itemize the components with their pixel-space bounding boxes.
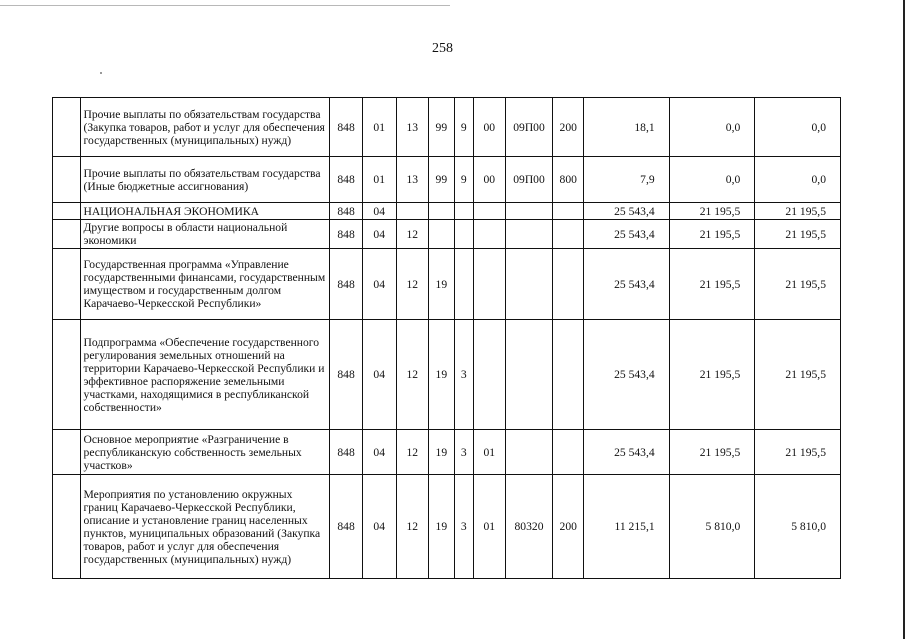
amount-1: 25 543,4 xyxy=(584,320,670,430)
code-pr: 12 xyxy=(396,249,429,320)
code-pr xyxy=(396,203,429,220)
code-direction xyxy=(505,203,553,220)
code-program: 99 xyxy=(429,157,454,203)
code-ved: 848 xyxy=(330,157,363,203)
amount-1: 25 543,4 xyxy=(584,430,670,475)
blank-cell xyxy=(53,157,81,203)
code-activity xyxy=(473,320,505,430)
table-row xyxy=(53,98,841,157)
code-program: 19 xyxy=(429,320,454,430)
code-ved: 848 xyxy=(330,220,363,249)
amount-3: 5 810,0 xyxy=(755,475,841,579)
code-direction: 80320 xyxy=(505,475,553,579)
code-ved: 848 xyxy=(330,475,363,579)
amount-3: 0,0 xyxy=(755,157,841,203)
code-subprogram: 3 xyxy=(454,475,473,579)
item-name: Подпрограмма «Обеспечение государственного регулирования земельных отношений на территории Карачаево-Черкесской Республики и эффективное распоряжение земельными участками, находящимися в республиканской собственности» xyxy=(80,320,330,430)
code-pr: 12 xyxy=(396,475,429,579)
amount-2: 21 195,5 xyxy=(669,430,755,475)
code-vr xyxy=(553,430,584,475)
amount-2: 0,0 xyxy=(669,98,755,157)
blank-cell xyxy=(53,320,81,430)
code-program xyxy=(429,203,454,220)
code-pr: 12 xyxy=(396,430,429,475)
code-activity xyxy=(473,220,505,249)
code-activity: 01 xyxy=(473,475,505,579)
blank-cell xyxy=(53,249,81,320)
table-row xyxy=(53,157,841,203)
code-pr: 13 xyxy=(396,157,429,203)
code-direction xyxy=(505,220,553,249)
amount-3: 21 195,5 xyxy=(755,320,841,430)
code-program: 19 xyxy=(429,475,454,579)
code-subprogram xyxy=(454,249,473,320)
code-activity: 00 xyxy=(473,157,505,203)
amount-2: 5 810,0 xyxy=(669,475,755,579)
code-activity xyxy=(473,203,505,220)
code-ved: 848 xyxy=(330,249,363,320)
table-row xyxy=(53,475,841,579)
code-subprogram: 3 xyxy=(454,320,473,430)
code-direction xyxy=(505,430,553,475)
code-pr: 12 xyxy=(396,220,429,249)
table-row xyxy=(53,249,841,320)
code-program: 99 xyxy=(429,98,454,157)
amount-3: 21 195,5 xyxy=(755,203,841,220)
item-name: НАЦИОНАЛЬНАЯ ЭКОНОМИКА xyxy=(80,203,330,220)
amount-2: 21 195,5 xyxy=(669,203,755,220)
code-vr xyxy=(553,320,584,430)
item-name: Прочие выплаты по обязательствам государства (Закупка товаров, работ и услуг для обеспечения государственных (муниципальных) нужд) xyxy=(80,98,330,157)
scan-artifact-dot xyxy=(100,72,102,74)
blank-cell xyxy=(53,430,81,475)
amount-2: 21 195,5 xyxy=(669,320,755,430)
code-program: 19 xyxy=(429,249,454,320)
budget-table-body xyxy=(53,98,841,579)
amount-1: 25 543,4 xyxy=(584,220,670,249)
code-activity: 01 xyxy=(473,430,505,475)
amount-2: 0,0 xyxy=(669,157,755,203)
table-row xyxy=(53,320,841,430)
code-vr xyxy=(553,203,584,220)
code-subprogram: 9 xyxy=(454,98,473,157)
amount-2: 21 195,5 xyxy=(669,249,755,320)
code-direction: 09П00 xyxy=(505,98,553,157)
amount-1: 18,1 xyxy=(584,98,670,157)
code-direction: 09П00 xyxy=(505,157,553,203)
table-row xyxy=(53,430,841,475)
budget-table xyxy=(52,97,841,579)
code-program xyxy=(429,220,454,249)
blank-cell xyxy=(53,98,81,157)
code-pr: 13 xyxy=(396,98,429,157)
code-rz: 01 xyxy=(362,98,396,157)
code-ved: 848 xyxy=(330,98,363,157)
code-subprogram: 9 xyxy=(454,157,473,203)
item-name: Основное мероприятие «Разграничение в республиканскую собственность земельных участков» xyxy=(80,430,330,475)
code-subprogram: 3 xyxy=(454,430,473,475)
code-pr: 12 xyxy=(396,320,429,430)
code-subprogram xyxy=(454,203,473,220)
code-ved: 848 xyxy=(330,203,363,220)
code-rz: 04 xyxy=(362,430,396,475)
code-vr xyxy=(553,249,584,320)
amount-3: 21 195,5 xyxy=(755,220,841,249)
item-name: Мероприятия по установлению окружных границ Карачаево-Черкесской Республики, описание и установление границ населенных пунктов, муниципальных образований (Закупка товаров, работ и услуг для обеспечения государственных (муниципальных) нужд) xyxy=(80,475,330,579)
code-rz: 04 xyxy=(362,220,396,249)
code-rz: 04 xyxy=(362,249,396,320)
amount-1: 25 543,4 xyxy=(584,203,670,220)
amount-1: 25 543,4 xyxy=(584,249,670,320)
code-vr xyxy=(553,220,584,249)
code-direction xyxy=(505,249,553,320)
scan-artifact-line xyxy=(0,5,450,6)
code-rz: 04 xyxy=(362,320,396,430)
code-rz: 04 xyxy=(362,475,396,579)
code-activity xyxy=(473,249,505,320)
code-ved: 848 xyxy=(330,320,363,430)
code-activity: 00 xyxy=(473,98,505,157)
code-rz: 01 xyxy=(362,157,396,203)
code-direction xyxy=(505,320,553,430)
table-row xyxy=(53,203,841,220)
code-rz: 04 xyxy=(362,203,396,220)
blank-cell xyxy=(53,220,81,249)
amount-3: 0,0 xyxy=(755,98,841,157)
code-vr: 200 xyxy=(553,98,584,157)
amount-3: 21 195,5 xyxy=(755,249,841,320)
code-vr: 800 xyxy=(553,157,584,203)
blank-cell xyxy=(53,203,81,220)
code-program: 19 xyxy=(429,430,454,475)
amount-1: 11 215,1 xyxy=(584,475,670,579)
page-number: 258 xyxy=(432,41,453,56)
blank-cell xyxy=(53,475,81,579)
amount-3: 21 195,5 xyxy=(755,430,841,475)
table-row xyxy=(53,220,841,249)
code-vr: 200 xyxy=(553,475,584,579)
code-ved: 848 xyxy=(330,430,363,475)
amount-2: 21 195,5 xyxy=(669,220,755,249)
item-name: Государственная программа «Управление государственными финансами, государственным имуществом и государственным долгом Карачаево-Черкесской Республики» xyxy=(80,249,330,320)
item-name: Прочие выплаты по обязательствам государства (Иные бюджетные ассигнования) xyxy=(80,157,330,203)
item-name: Другие вопросы в области национальной экономики xyxy=(80,220,330,249)
amount-1: 7,9 xyxy=(584,157,670,203)
code-subprogram xyxy=(454,220,473,249)
